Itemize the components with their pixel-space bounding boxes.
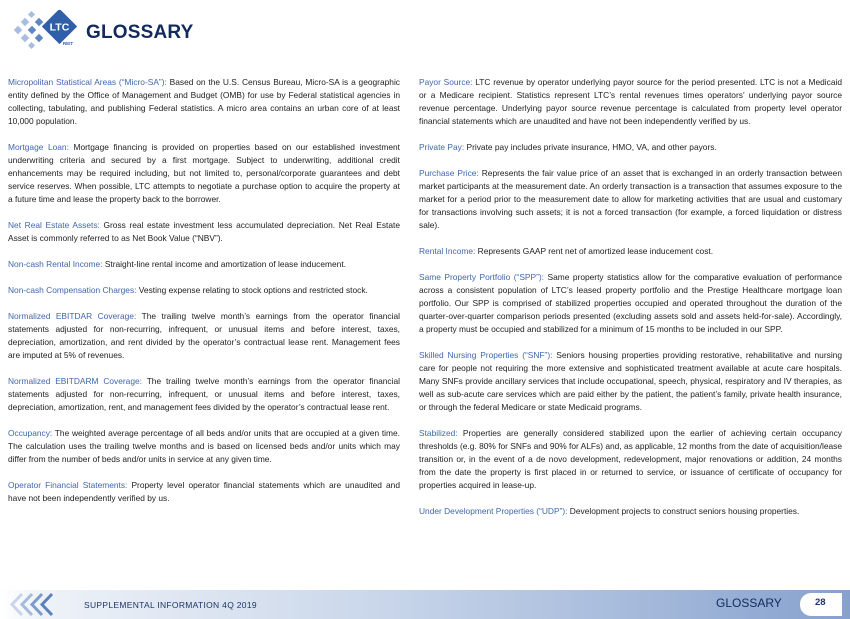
glossary-term: Rental Income:	[419, 246, 476, 256]
glossary-entry-occupancy	[8, 427, 400, 466]
glossary-term: Purchase Price:	[419, 168, 479, 178]
glossary-term: Mortgage Loan:	[8, 142, 69, 152]
glossary-entry-normalized-ebitdar	[8, 310, 400, 362]
glossary-definition: Seniors housing properties providing restorative, rehabilitative and nursing care for people not requiring the more extensive and sophisticated treatment available at acute care hospitals. Many SNFs provide ancillary services that include occupational, speech, physical, respiratory and IV therapies, as well as sub-acute care services which are paid either by the patient, the patient’s family, private health insurance, or through the federal Medicare or state Medicaid programs.	[419, 350, 842, 412]
page-header	[0, 0, 850, 60]
glossary-definition: Private pay includes private insurance, HMO, VA, and other payors.	[464, 142, 717, 152]
glossary-term: Normalized EBITDAR Coverage:	[8, 311, 137, 321]
glossary-entry-under-development	[419, 505, 842, 518]
logo-text: LTC	[49, 21, 70, 34]
logo-subtext: REIT	[62, 41, 74, 46]
glossary-term: Occupancy:	[8, 428, 53, 438]
glossary-term: Normalized EBITDARM Coverage:	[8, 376, 142, 386]
glossary-definition: Vesting expense relating to stock options and restricted stock.	[136, 285, 368, 295]
glossary-entry-rental-income	[419, 245, 842, 258]
glossary-entry-skilled-nursing	[419, 349, 842, 414]
page-footer	[0, 590, 850, 619]
glossary-definition: Development projects to construct seniors housing properties.	[567, 506, 800, 516]
glossary-term: Non-cash Rental Income:	[8, 259, 103, 269]
glossary-definition: The trailing twelve month’s earnings from the operator financial statements adjusted for non-recurring, infrequent, or unusual items and before interest, taxes, depreciation, amortization, rent, and management fees divided by the operator’s contractual lease rent.	[8, 376, 400, 412]
footer-section-label: GLOSSARY	[716, 596, 782, 610]
glossary-left-column	[8, 76, 400, 518]
footer-supplemental-label: SUPPLEMENTAL INFORMATION 4Q 2019	[84, 600, 257, 610]
glossary-term: Non-cash Compensation Charges:	[8, 285, 137, 295]
glossary-term: Net Real Estate Assets:	[8, 220, 100, 230]
glossary-definition: Same property statistics allow for the comparative evaluation of performance across a consistent population of LTC’s leased property portfolio and the Prestige Healthcare mortgage loan portfolio. Our SPP is comprised of stabilized properties occupied and operated throughout the duration of the quarter-over-quarter comparison periods presented (excluding assets sold and assets held-for-sale). Accordingly, a property must be occupied and stabilized for a minimum of 15 months to be included in our SPP.	[419, 272, 842, 334]
glossary-term: Operator Financial Statements:	[8, 480, 128, 490]
glossary-entry-same-property-portfolio	[419, 271, 842, 336]
glossary-entry-micro-sa	[8, 76, 400, 128]
glossary-definition: Based on the U.S. Census Bureau, Micro-SA is a geographic entity defined by the Office of Management and Budget (OMB) for use by Federal statistical agencies in collecting, tabulating, and publishing Federal statistics. A micro area contains an urban core of at least 10,000 population.	[8, 77, 400, 126]
glossary-term: Skilled Nursing Properties (“SNF”):	[419, 350, 553, 360]
glossary-entry-net-real-estate-assets	[8, 219, 400, 245]
glossary-term: Under Development Properties (“UDP”):	[419, 506, 568, 516]
glossary-term: Stabilized:	[419, 428, 458, 438]
glossary-right-column	[419, 76, 842, 531]
glossary-entry-stabilized	[419, 427, 842, 492]
glossary-entry-mortgage-loan	[8, 141, 400, 206]
glossary-term: Micropolitan Statistical Areas (“Micro-SA”):	[8, 77, 167, 87]
page-title: GLOSSARY	[86, 22, 194, 43]
glossary-definition: Represents the fair value price of an asset that is exchanged in an orderly transaction between market participants at the measurement date. An orderly transaction is a transaction that assumes exposure to the market for a period prior to the measurement date to allow for marketing activities that are usual and customary for transactions involving such assets; it is not a forced transaction (for example, a forced liquidation or distress sale).	[419, 168, 842, 230]
page-number: 28	[815, 597, 826, 608]
glossary-definition: LTC revenue by operator underlying payor source for the period presented. LTC is not a Medicaid or a Medicare recipient. Statistics represent LTC’s rental revenues times operators’ underlying payor source revenue percentage. Underlying payor source revenue percentage is calculated from property level operator financial statements which are unaudited and have not been independently verified by us.	[419, 77, 842, 126]
glossary-definition: The weighted average percentage of all beds and/or units that are occupied at a given time. The calculation uses the trailing twelve months and is based on licensed beds and/or units which may differ from the number of beds and/or units in service at any given time.	[8, 428, 400, 464]
glossary-entry-purchase-price	[419, 167, 842, 232]
glossary-term: Same Property Portfolio (“SPP”):	[419, 272, 544, 282]
glossary-entry-payor-source	[419, 76, 842, 128]
glossary-entry-normalized-ebitdarm	[8, 375, 400, 414]
glossary-term: Private Pay:	[419, 142, 465, 152]
glossary-entry-private-pay	[419, 141, 842, 154]
glossary-entry-operator-financial-statements	[8, 479, 400, 505]
glossary-entry-non-cash-rental-income	[8, 258, 400, 271]
ltc-reit-logo	[12, 10, 84, 50]
glossary-definition: Mortgage financing is provided on properties based on our established investment underwriting criteria and secured by a first mortgage. Subject to underwriting, additional credit enhancements may be required including, but not limited to, personal/corporate guarantees and debt service reserves. When possible, LTC attempts to negotiate a purchase option to acquire the property at a future time and lease the property back to the borrower.	[8, 142, 400, 204]
glossary-entry-non-cash-compensation	[8, 284, 400, 297]
glossary-definition: Represents GAAP rent net of amortized lease inducement cost.	[475, 246, 714, 256]
glossary-definition: Property level operator financial statements which are unaudited and have not been independently verified by us.	[8, 480, 400, 503]
glossary-definition: Gross real estate investment less accumulated depreciation. Net Real Estate Asset is commonly referred to as Net Book Value (“NBV”).	[8, 220, 400, 243]
glossary-definition: Properties are generally considered stabilized upon the earlier of achieving certain occupancy thresholds (e.g. 80% for SNFs and 90% for ALFs) and, as applicable, 12 months from the date of acquisition/lease transition or, in the event of a de novo development, redevelopment, major renovations or addition, 24 months from the date the property is first placed in or returned to service, or issuance of certificate of occupancy for properties acquired in lease-up.	[419, 428, 842, 490]
glossary-definition: The trailing twelve month’s earnings from the operator financial statements adjusted for non-recurring, infrequent, or unusual items and before interest, taxes, depreciation, amortization, and rent divided by the operator’s contractual lease rent. Management fees are imputed at 5% of revenues.	[8, 311, 400, 360]
glossary-definition: Straight-line rental income and amortization of lease inducement.	[102, 259, 346, 269]
glossary-term: Payor Source:	[419, 77, 473, 87]
chevron-decoration-icon	[8, 592, 68, 617]
